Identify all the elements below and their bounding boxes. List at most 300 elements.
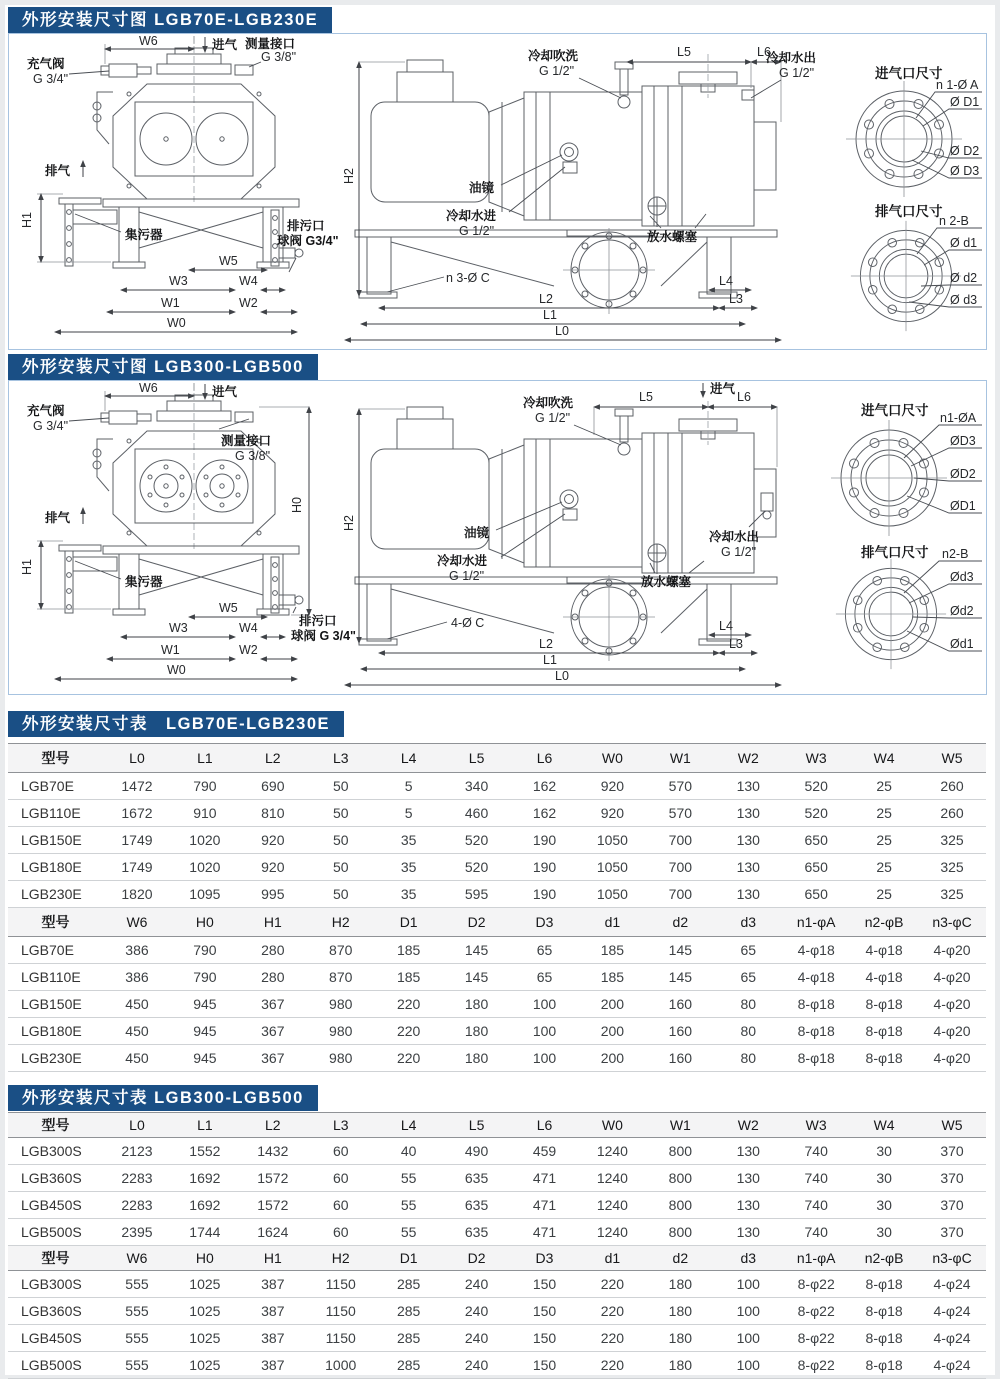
column-header: W5 [918, 1113, 986, 1138]
section2-title-bar: 外形安装尺寸图 LGB300-LGB500 [8, 354, 318, 380]
label-water-in-size: G 1/2" [459, 224, 495, 238]
value-cell: 367 [239, 991, 307, 1018]
label-water-in: 冷却水进 [446, 209, 497, 223]
value-cell: 800 [646, 1219, 714, 1246]
label-drain-valve: 球阀 G 3/4" [291, 629, 356, 643]
value-cell: 8-φ18 [850, 1045, 918, 1072]
front-view [20, 381, 356, 679]
value-cell: 145 [646, 964, 714, 991]
column-header: 型号 [8, 908, 103, 937]
column-header: L1 [171, 744, 239, 773]
model-cell: LGB360S [8, 1165, 103, 1192]
value-cell: 325 [918, 854, 986, 881]
value-cell: 100 [714, 1325, 782, 1352]
value-cell: 150 [511, 1271, 579, 1298]
model-cell: LGB300S [8, 1138, 103, 1165]
value-cell: 387 [239, 1271, 307, 1298]
value-cell: 30 [850, 1138, 918, 1165]
value-cell: 490 [443, 1138, 511, 1165]
label-water-in: 冷却水进 [437, 554, 488, 568]
dim-l2: L2 [539, 292, 553, 306]
dim-w6: W6 [139, 381, 158, 395]
value-cell: 1025 [171, 1352, 239, 1379]
value-cell: 635 [443, 1165, 511, 1192]
value-cell: 1150 [307, 1325, 375, 1352]
value-cell: 185 [578, 964, 646, 991]
value-cell: 100 [714, 1298, 782, 1325]
value-cell: 1820 [103, 881, 171, 908]
column-header: H2 [307, 1246, 375, 1271]
dim-w0: W0 [167, 663, 186, 677]
value-cell: 650 [782, 881, 850, 908]
value-cell: 5 [375, 773, 443, 800]
label-drain-plug: 放水螺塞 [641, 575, 692, 589]
value-cell: 4-φ20 [918, 937, 986, 964]
value-cell: 4-φ20 [918, 1018, 986, 1045]
value-cell: 160 [646, 991, 714, 1018]
value-cell: 1240 [578, 1165, 646, 1192]
column-header: D2 [443, 1246, 511, 1271]
label-measure-port: 测量接口 [221, 434, 272, 448]
value-cell: 2283 [103, 1165, 171, 1192]
label-purge-size: G 1/2" [539, 64, 575, 78]
model-cell: LGB360S [8, 1298, 103, 1325]
value-cell: 520 [443, 827, 511, 854]
value-cell: 1572 [239, 1165, 307, 1192]
label-drain-plug: 放水螺塞 [647, 230, 698, 244]
table2-title-bar: 外形安装尺寸表 LGB300-LGB500 [8, 1085, 318, 1111]
value-cell: 2123 [103, 1138, 171, 1165]
label-charge-valve-size: G 3/4" [33, 72, 69, 86]
value-cell: 387 [239, 1352, 307, 1379]
label-measure-port: 测量接口 [245, 37, 296, 51]
value-cell: 185 [375, 964, 443, 991]
value-cell: 260 [918, 800, 986, 827]
value-cell: 30 [850, 1165, 918, 1192]
model-cell: LGB110E [8, 800, 103, 827]
value-cell: 387 [239, 1298, 307, 1325]
data-row [8, 1018, 986, 1045]
value-cell: 800 [646, 1165, 714, 1192]
label-collector: 集污器 [125, 575, 163, 589]
value-cell: 555 [103, 1325, 171, 1352]
value-cell: 471 [511, 1165, 579, 1192]
side-view [342, 45, 816, 340]
value-cell: 220 [375, 1018, 443, 1045]
value-cell: 4-φ20 [918, 1045, 986, 1072]
dim-l1: L1 [543, 308, 557, 322]
value-cell: 8-φ18 [782, 1045, 850, 1072]
column-header: L5 [443, 744, 511, 773]
value-cell: 4-φ24 [918, 1298, 986, 1325]
value-cell: 520 [782, 800, 850, 827]
value-cell: 1150 [307, 1271, 375, 1298]
value-cell: 520 [782, 773, 850, 800]
value-cell: 162 [511, 800, 579, 827]
column-header: W4 [850, 744, 918, 773]
value-cell: 50 [307, 800, 375, 827]
value-cell: 450 [103, 991, 171, 1018]
value-cell: 1552 [171, 1138, 239, 1165]
value-cell: 50 [307, 881, 375, 908]
value-cell: 190 [511, 827, 579, 854]
value-cell: 570 [646, 773, 714, 800]
value-cell: 130 [714, 800, 782, 827]
value-cell: 4-φ20 [918, 991, 986, 1018]
label-water-out-size: G 1/2" [779, 66, 815, 80]
value-cell: 740 [782, 1138, 850, 1165]
value-cell: 60 [307, 1165, 375, 1192]
label-oil-glass: 油镜 [464, 526, 490, 540]
value-cell: 386 [103, 964, 171, 991]
value-cell: 130 [714, 1219, 782, 1246]
table1-title-bar: 外形安装尺寸表 LGB70E-LGB230E [8, 711, 344, 737]
value-cell: 8-φ22 [782, 1271, 850, 1298]
column-header: H1 [239, 908, 307, 937]
value-cell: 220 [578, 1352, 646, 1379]
label-intake: 进气 [212, 38, 238, 52]
data-row [8, 773, 986, 800]
value-cell: 325 [918, 827, 986, 854]
value-cell: 200 [578, 1045, 646, 1072]
column-header: n1-φA [782, 1246, 850, 1271]
column-header: W6 [103, 908, 171, 937]
value-cell: 30 [850, 1192, 918, 1219]
flange-inlet-d3: Ø D3 [950, 164, 980, 178]
dimensions-table-lgb300 [8, 1112, 986, 1379]
value-cell: 285 [375, 1325, 443, 1352]
value-cell: 700 [646, 854, 714, 881]
value-cell: 130 [714, 1138, 782, 1165]
flange-inlet-title: 进气口尺寸 [861, 403, 929, 418]
value-cell: 8-φ18 [782, 991, 850, 1018]
dim-l6: L6 [737, 390, 751, 404]
value-cell: 8-φ22 [782, 1298, 850, 1325]
column-header: L3 [307, 1113, 375, 1138]
value-cell: 325 [918, 881, 986, 908]
column-header: d1 [578, 908, 646, 937]
column-header: D3 [511, 908, 579, 937]
column-header: L5 [443, 1113, 511, 1138]
value-cell: 650 [782, 827, 850, 854]
value-cell: 240 [443, 1271, 511, 1298]
dim-l0: L0 [555, 324, 569, 338]
column-header: n2-φB [850, 1246, 918, 1271]
model-cell: LGB180E [8, 1018, 103, 1045]
label-intake: 进气 [212, 385, 238, 399]
value-cell: 460 [443, 800, 511, 827]
value-cell: 285 [375, 1271, 443, 1298]
data-row [8, 1352, 986, 1379]
value-cell: 555 [103, 1271, 171, 1298]
value-cell: 920 [578, 800, 646, 827]
value-cell: 910 [171, 800, 239, 827]
flange-inlet-bolts: n1-ØA [940, 411, 977, 425]
value-cell: 8-φ18 [850, 1271, 918, 1298]
dim-w2: W2 [239, 296, 258, 310]
label-water-out: 冷却水出 [709, 530, 760, 544]
value-cell: 260 [918, 773, 986, 800]
flange-outlet-d3: Ød1 [950, 637, 974, 651]
value-cell: 145 [443, 937, 511, 964]
label-water-out-size: G 1/2" [721, 545, 757, 559]
value-cell: 980 [307, 991, 375, 1018]
column-header: H1 [239, 1246, 307, 1271]
value-cell: 635 [443, 1219, 511, 1246]
header-row [8, 744, 986, 773]
dim-l4: L4 [719, 274, 733, 288]
value-cell: 945 [171, 1045, 239, 1072]
data-row [8, 964, 986, 991]
value-cell: 220 [578, 1298, 646, 1325]
value-cell: 100 [714, 1271, 782, 1298]
label-water-out: 冷却水出 [766, 51, 817, 65]
value-cell: 1692 [171, 1165, 239, 1192]
value-cell: 980 [307, 1045, 375, 1072]
label-foot-holes: 4-Ø C [451, 616, 485, 630]
value-cell: 945 [171, 991, 239, 1018]
flange-inlet-title: 进气口尺寸 [875, 66, 943, 81]
value-cell: 35 [375, 827, 443, 854]
value-cell: 145 [443, 964, 511, 991]
value-cell: 25 [850, 773, 918, 800]
column-header: L1 [171, 1113, 239, 1138]
value-cell: 130 [714, 773, 782, 800]
column-header: d1 [578, 1246, 646, 1271]
value-cell: 790 [171, 937, 239, 964]
value-cell: 240 [443, 1298, 511, 1325]
value-cell: 160 [646, 1018, 714, 1045]
value-cell: 370 [918, 1138, 986, 1165]
model-cell: LGB450S [8, 1325, 103, 1352]
column-header: d3 [714, 908, 782, 937]
value-cell: 50 [307, 773, 375, 800]
value-cell: 40 [375, 1138, 443, 1165]
value-cell: 4-φ18 [850, 937, 918, 964]
model-cell: LGB180E [8, 854, 103, 881]
dim-w4: W4 [239, 621, 258, 635]
value-cell: 740 [782, 1192, 850, 1219]
value-cell: 8-φ18 [850, 1325, 918, 1352]
label-measure-port-size: G 3/8" [261, 50, 297, 64]
value-cell: 220 [375, 991, 443, 1018]
value-cell: 65 [714, 964, 782, 991]
value-cell: 1672 [103, 800, 171, 827]
flange-outlet-d1: Ød3 [950, 570, 974, 584]
column-header: L4 [375, 1113, 443, 1138]
column-header: L6 [511, 744, 579, 773]
value-cell: 1095 [171, 881, 239, 908]
label-exhaust: 排气 [45, 164, 71, 178]
value-cell: 162 [511, 773, 579, 800]
dim-w5: W5 [219, 254, 238, 268]
column-header: W4 [850, 1113, 918, 1138]
label-purge-size: G 1/2" [535, 411, 571, 425]
flange-outlet-d2: Ø d2 [950, 271, 978, 285]
value-cell: 8-φ18 [850, 1298, 918, 1325]
value-cell: 8-φ22 [782, 1352, 850, 1379]
flange-outlet-d3: Ø d3 [950, 293, 978, 307]
label-charge-valve: 充气阀 [27, 57, 65, 71]
dim-w2: W2 [239, 643, 258, 657]
value-cell: 1050 [578, 881, 646, 908]
value-cell: 65 [511, 964, 579, 991]
value-cell: 35 [375, 881, 443, 908]
value-cell: 1240 [578, 1219, 646, 1246]
value-cell: 1050 [578, 854, 646, 881]
value-cell: 80 [714, 1045, 782, 1072]
value-cell: 130 [714, 1165, 782, 1192]
model-cell: LGB230E [8, 1045, 103, 1072]
value-cell: 367 [239, 1018, 307, 1045]
value-cell: 1240 [578, 1192, 646, 1219]
column-header: D1 [375, 1246, 443, 1271]
label-purge: 冷却吹洗 [528, 49, 579, 63]
data-row [8, 937, 986, 964]
label-measure-port-size: G 3/8" [235, 449, 271, 463]
value-cell: 55 [375, 1165, 443, 1192]
value-cell: 800 [646, 1192, 714, 1219]
value-cell: 50 [307, 827, 375, 854]
value-cell: 150 [511, 1298, 579, 1325]
model-cell: LGB150E [8, 991, 103, 1018]
label-charge-valve: 充气阀 [27, 404, 65, 418]
dim-l5: L5 [639, 390, 653, 404]
flange-outlet-d1: Ø d1 [950, 236, 978, 250]
dim-h2: H2 [342, 515, 356, 531]
value-cell: 100 [511, 1018, 579, 1045]
value-cell: 920 [239, 854, 307, 881]
value-cell: 370 [918, 1165, 986, 1192]
value-cell: 5 [375, 800, 443, 827]
label-drain-port: 排污口 [299, 614, 337, 628]
column-header: W0 [578, 1113, 646, 1138]
dim-w4: W4 [239, 274, 258, 288]
column-header: W6 [103, 1246, 171, 1271]
value-cell: 285 [375, 1352, 443, 1379]
value-cell: 65 [714, 937, 782, 964]
column-header: W2 [714, 1113, 782, 1138]
dim-l0: L0 [555, 669, 569, 683]
column-header: D1 [375, 908, 443, 937]
header-row [8, 908, 986, 937]
value-cell: 100 [511, 991, 579, 1018]
dim-h1: H1 [20, 212, 34, 228]
column-header: L2 [239, 744, 307, 773]
value-cell: 30 [850, 1219, 918, 1246]
data-row [8, 1045, 986, 1072]
flange-inlet-d2: Ø D2 [950, 144, 980, 158]
value-cell: 555 [103, 1352, 171, 1379]
value-cell: 8-φ18 [850, 991, 918, 1018]
value-cell: 100 [511, 1045, 579, 1072]
column-header: n3-φC [918, 908, 986, 937]
value-cell: 130 [714, 827, 782, 854]
data-row [8, 1219, 986, 1246]
value-cell: 2395 [103, 1219, 171, 1246]
column-header: n2-φB [850, 908, 918, 937]
column-header: H0 [171, 1246, 239, 1271]
value-cell: 370 [918, 1219, 986, 1246]
value-cell: 1432 [239, 1138, 307, 1165]
value-cell: 180 [646, 1298, 714, 1325]
data-row [8, 854, 986, 881]
dim-w3: W3 [169, 274, 188, 288]
value-cell: 4-φ24 [918, 1271, 986, 1298]
column-header: 型号 [8, 1113, 103, 1138]
column-header: W2 [714, 744, 782, 773]
value-cell: 8-φ18 [850, 1352, 918, 1379]
value-cell: 4-φ24 [918, 1325, 986, 1352]
value-cell: 185 [578, 937, 646, 964]
value-cell: 1150 [307, 1298, 375, 1325]
label-drain-valve: 球阀 G3/4" [277, 234, 339, 248]
dim-h2: H2 [342, 168, 356, 184]
value-cell: 8-φ18 [782, 1018, 850, 1045]
flange-outlet-d2: Ød2 [950, 604, 974, 618]
dim-l4: L4 [719, 619, 733, 633]
value-cell: 995 [239, 881, 307, 908]
value-cell: 25 [850, 881, 918, 908]
dim-w1: W1 [161, 296, 180, 310]
diagram-panel-lgb70e [8, 33, 987, 350]
column-header: d2 [646, 908, 714, 937]
value-cell: 1744 [171, 1219, 239, 1246]
value-cell: 2283 [103, 1192, 171, 1219]
value-cell: 4-φ18 [850, 964, 918, 991]
side-view [342, 381, 781, 685]
flange-inlet-d2: ØD2 [950, 467, 976, 481]
value-cell: 1050 [578, 827, 646, 854]
column-header: n3-φC [918, 1246, 986, 1271]
dim-w3: W3 [169, 621, 188, 635]
dim-l3: L3 [729, 637, 743, 651]
lgb70e-dimension-drawing [9, 34, 982, 345]
dim-h0: H0 [290, 497, 304, 513]
value-cell: 920 [578, 773, 646, 800]
label-exhaust: 排气 [45, 511, 71, 525]
value-cell: 4-φ18 [782, 937, 850, 964]
value-cell: 945 [171, 1018, 239, 1045]
value-cell: 1020 [171, 827, 239, 854]
value-cell: 190 [511, 854, 579, 881]
flange-outlet-title: 排气口尺寸 [875, 204, 943, 219]
value-cell: 160 [646, 1045, 714, 1072]
model-cell: LGB150E [8, 827, 103, 854]
label-foot-holes: n 3-Ø C [446, 271, 490, 285]
value-cell: 185 [375, 937, 443, 964]
value-cell: 1240 [578, 1138, 646, 1165]
model-cell: LGB500S [8, 1352, 103, 1379]
value-cell: 1025 [171, 1298, 239, 1325]
value-cell: 80 [714, 991, 782, 1018]
value-cell: 690 [239, 773, 307, 800]
model-cell: LGB70E [8, 773, 103, 800]
dim-w6: W6 [139, 34, 158, 48]
value-cell: 25 [850, 827, 918, 854]
column-header: W3 [782, 744, 850, 773]
value-cell: 1020 [171, 854, 239, 881]
column-header: W3 [782, 1113, 850, 1138]
value-cell: 80 [714, 1018, 782, 1045]
data-row [8, 1138, 986, 1165]
value-cell: 1624 [239, 1219, 307, 1246]
dim-w5: W5 [219, 601, 238, 615]
value-cell: 650 [782, 854, 850, 881]
value-cell: 920 [239, 827, 307, 854]
flange-outlet-title: 排气口尺寸 [861, 545, 929, 560]
column-header: D3 [511, 1246, 579, 1271]
